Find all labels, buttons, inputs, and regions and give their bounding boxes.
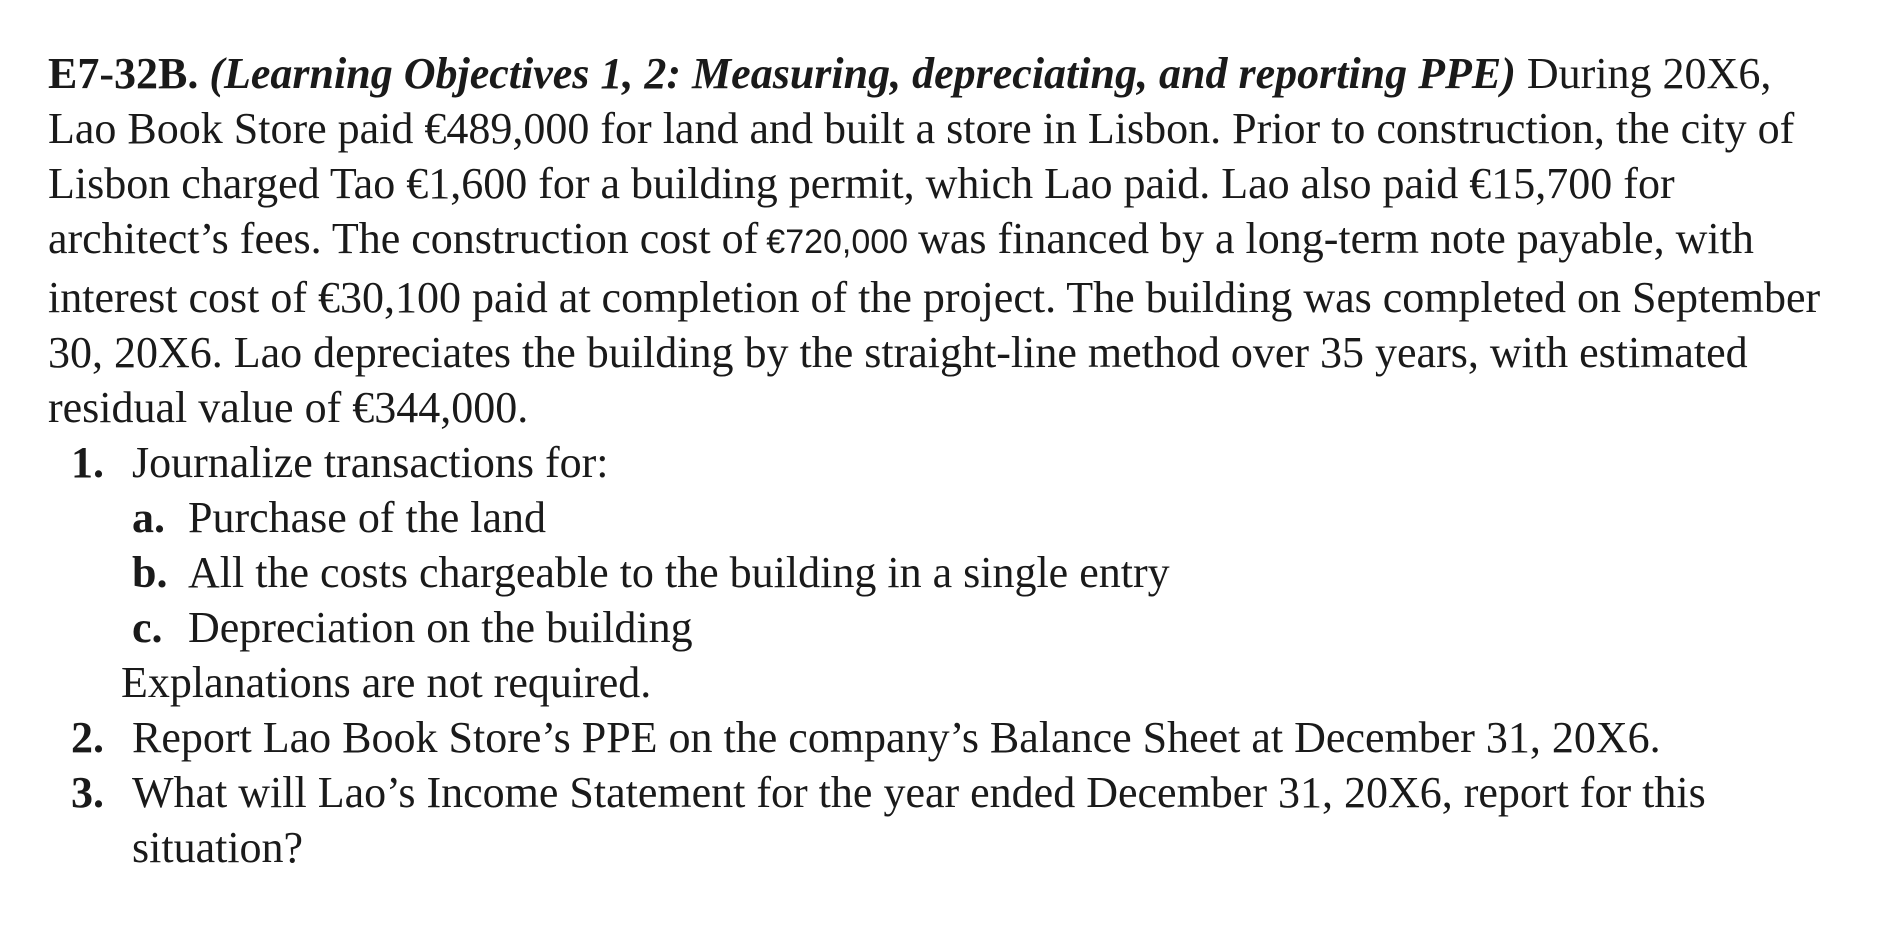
exercise-document [48,46,1848,875]
requirement-text: Journalize transactions for: [132,438,609,487]
exercise-body-part-2: was financed by a long-term note payable, with interest cost of €30,100 paid at completion of the project. The building was completed on September 30, 20X6. Lao depreciates the building by the straight-line method over 35 years, with estimated residual value of €344,000. [48,214,1821,432]
exercise-title: (Learning Objectives 1, 2: Measuring, depreciating, and reporting PPE) [209,49,1516,98]
subitem-text: Depreciation on the building [188,603,693,652]
subitem-letter: a. [132,493,165,542]
inserted-construction-cost: €720,000 [766,223,909,261]
requirement-1-subitem-b [48,545,1848,600]
requirement-2 [48,710,1848,765]
requirement-number: 1. [71,438,104,487]
exercise-body-part-1: During 20X6, Lao Book Store paid €489,000 for land and built a store in Lisbon. Prior to construction, the city of Lisbon charged Tao €1,600 for a building permit, which Lao paid. Lao also paid €15,700 for architect’s fees. The construction cost of [48,49,1795,263]
exercise-paragraph [48,46,1848,435]
requirement-3 [48,765,1848,875]
subitem-text: All the costs chargeable to the building in a single entry [188,548,1170,597]
requirement-1-subitem-c [48,600,1848,655]
requirement-1 [48,435,1848,490]
requirement-text: What will Lao’s Income Statement for the year ended December 31, 20X6, report for this situation? [132,768,1706,872]
requirement-text: Report Lao Book Store’s PPE on the company’s Balance Sheet at December 31, 20X6. [132,713,1661,762]
subitem-letter: b. [132,548,168,597]
subitem-letter: c. [132,603,163,652]
requirement-number: 3. [71,768,104,817]
requirement-number: 2. [71,713,104,762]
requirement-1-subitem-a [48,490,1848,545]
subitem-text: Purchase of the land [188,493,546,542]
requirement-1-note: Explanations are not required. [121,658,652,707]
exercise-id: E7-32B. [48,49,199,98]
